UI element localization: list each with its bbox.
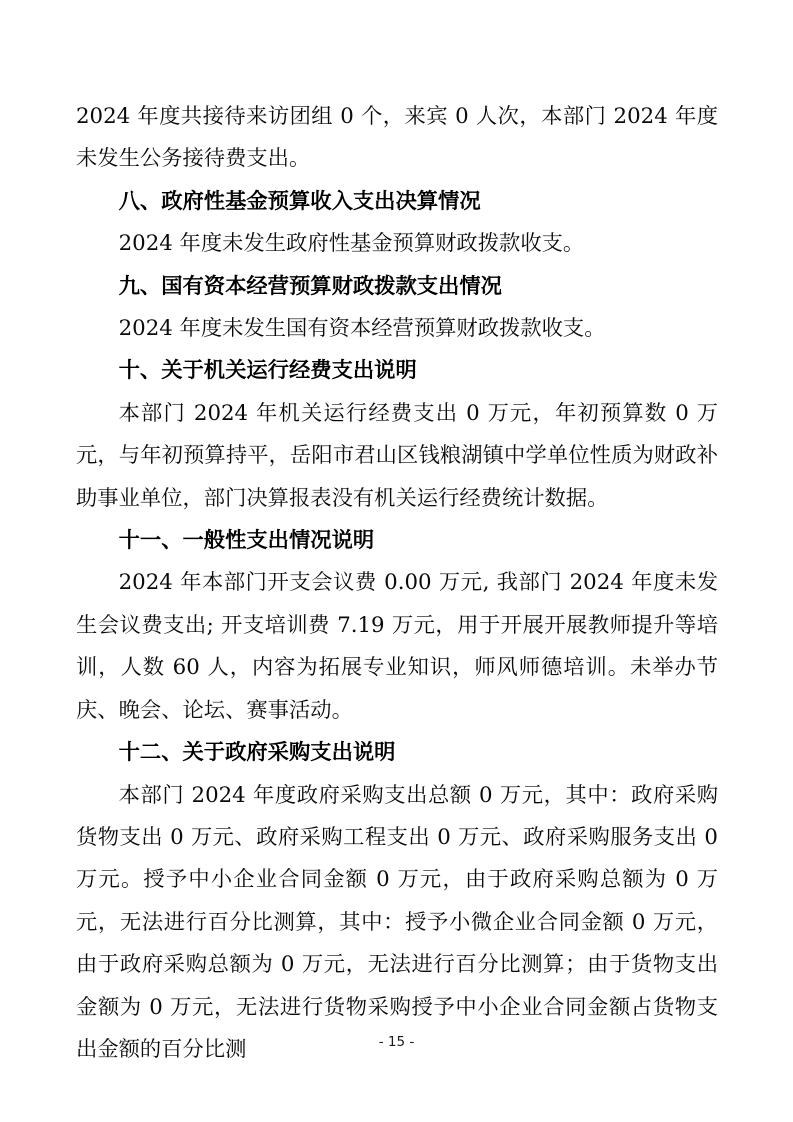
heading-section-8-government-fund-budget: 八、政府性基金预算收入支出决算情况	[118, 188, 481, 214]
paragraph-operating-expense: 本部门 2024 年机关运行经费支出 0 万元，年初预算数 0 万元，与年初预算持平，岳阳市君山区钱粮湖镇中学单位性质为财政补助事业单位，部门决算报表没有机关运行经费统计数据。	[76, 400, 718, 511]
paragraph-general-expense: 2024 年本部门开支会议费 0.00 万元, 我部门 2024 年度未发生会议费支出; 开支培训费 7.19 万元，用于开展开展教师提升等培训，人数 60 人，内容为拓展专业知识，师风师德培训。未举办节庆、晚会、论坛、赛事活动。	[76, 570, 718, 723]
paragraph-state-capital-budget: 2024 年度未发生国有资本经营预算财政拨款收支。	[118, 316, 606, 342]
heading-section-9-state-capital-budget: 九、国有资本经营预算财政拨款支出情况	[118, 273, 502, 299]
page-number: - 15 -	[378, 1034, 415, 1050]
heading-section-10-operating-expense: 十、关于机关运行经费支出说明	[118, 358, 417, 384]
page-content	[76, 96, 718, 1071]
paragraph-official-reception-expense: 2024 年度共接待来访团组 0 个，来宾 0 人次，本部门 2024 年度未发生公务接待费支出。	[76, 104, 718, 172]
paragraph-government-procurement: 本部门 2024 年度政府采购支出总额 0 万元，其中：政府采购货物支出 0 万元、政府采购工程支出 0 万元、政府采购服务支出 0 万元。授予中小企业合同金额 0 万元，由于政府采购总额为 0 万元，无法进行百分比测算，其中：授予小微企业合同金额 0 万元，由于政府采购总额为 0 万元，无法进行百分比测算；由于货物支出金额为 0 万元，无法进行货物采购授予中小企业合同金额占货物支出金额的百分比测	[76, 782, 718, 1062]
heading-section-12-government-procurement: 十二、关于政府采购支出说明	[118, 740, 396, 766]
heading-section-11-general-expense: 十一、一般性支出情况说明	[118, 528, 375, 554]
paragraph-government-fund-budget: 2024 年度未发生政府性基金预算财政拨款收支。	[118, 231, 585, 257]
